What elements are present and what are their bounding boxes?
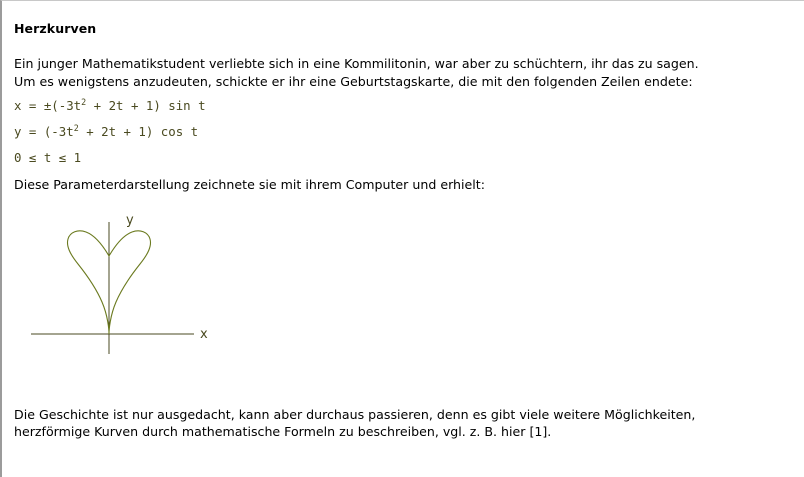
- formula-y: [14, 124, 700, 140]
- formula-y-post: + 2t + 1) cos t: [78, 124, 199, 139]
- heart-curve-svg: [14, 206, 244, 366]
- conclusion-paragraph: Die Geschichte ist nur ausgedacht, kann aber durchaus passieren, denn es gibt viele weitere Möglichkeiten, herzförmige Kurven durch mathematische Formeln zu beschreiben, vgl. z. B. hier [1].: [14, 406, 696, 439]
- formula-x-post: + 2t + 1) sin t: [86, 98, 206, 113]
- page-title: Herzkurven: [14, 21, 97, 36]
- formula-y-pre: (-3t: [43, 124, 74, 139]
- formula-range-text: 0 ≤ t ≤ 1: [14, 150, 82, 165]
- x-axis-label: x: [200, 326, 208, 342]
- formula-x-lhs: x =: [14, 98, 44, 113]
- formula-y-lhs: y =: [14, 124, 44, 139]
- formula-x-pre: ±(-3t: [43, 98, 82, 113]
- heart-curve-figure: [14, 206, 254, 366]
- formula-x-exponent: 2: [81, 96, 87, 107]
- intro-paragraph: Ein junger Mathematikstudent verliebte sich in eine Kommilitonin, war aber zu schüchtern, ihr das zu sagen. Um es wenigstens anzudeuten, schickte er ihr eine Geburtstagskarte, die mit den folgenden Zeilen endete:: [14, 56, 699, 89]
- y-axis-label: y: [126, 212, 134, 228]
- formula-range: [14, 150, 700, 166]
- formula-y-exponent: 2: [73, 122, 79, 133]
- formula-x: [14, 98, 700, 114]
- formula-block: [14, 98, 700, 166]
- document-content: [14, 21, 700, 441]
- plot-intro-paragraph: Diese Parameterdarstellung zeichnete sie mit ihrem Computer und erhielt:: [14, 177, 485, 192]
